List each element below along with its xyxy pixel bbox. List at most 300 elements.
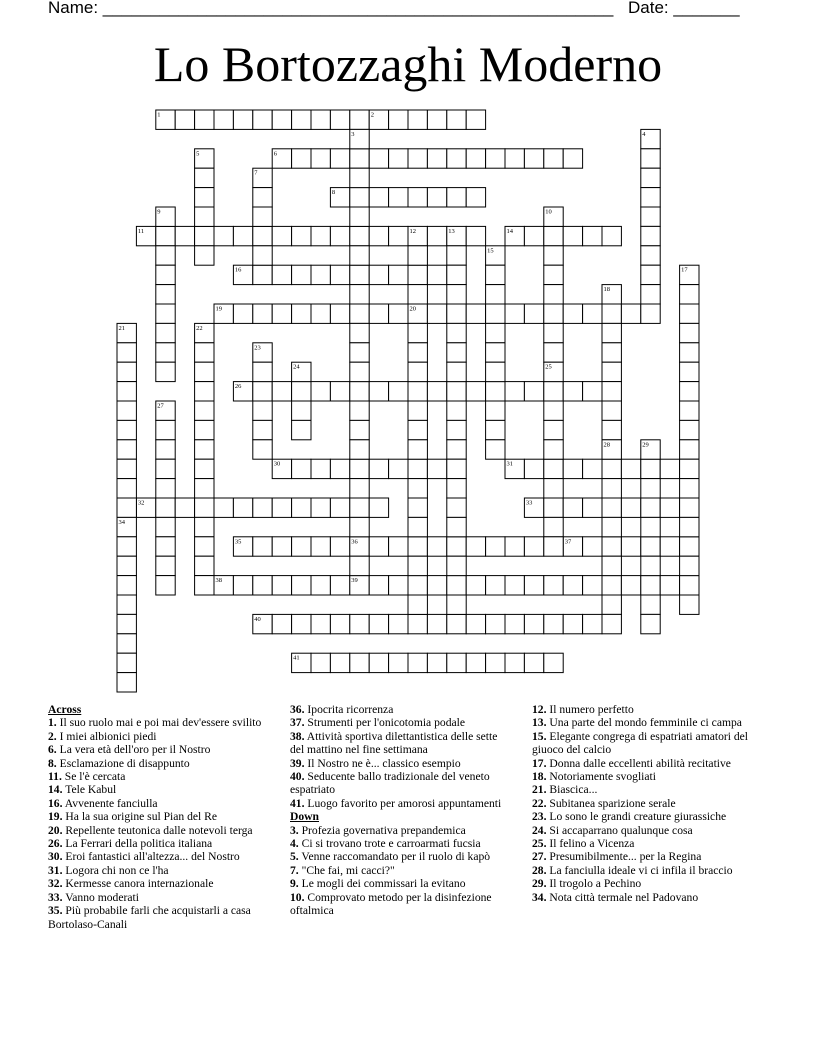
grid-cell[interactable] [408,149,427,168]
grid-cell[interactable] [427,149,446,168]
grid-cell[interactable] [544,614,563,633]
grid-cell[interactable] [427,188,446,207]
grid-cell[interactable] [156,440,175,459]
grid-cell[interactable] [544,323,563,342]
grid-cell[interactable] [641,188,660,207]
grid-cell[interactable] [311,537,330,556]
grid-cell[interactable] [486,362,505,381]
grid-cell[interactable] [427,459,446,478]
grid-cell[interactable] [117,614,136,633]
grid-cell[interactable] [156,517,175,536]
grid-cell[interactable] [447,517,466,536]
grid-cell[interactable] [641,265,660,284]
grid-cell[interactable] [447,304,466,323]
grid-cell[interactable] [544,226,563,245]
grid-cell[interactable] [583,614,602,633]
grid-cell[interactable] [447,537,466,556]
grid-cell[interactable] [330,498,349,517]
grid-cell[interactable] [466,537,485,556]
grid-cell[interactable] [486,149,505,168]
grid-cell[interactable] [369,304,388,323]
grid-cell[interactable] [544,401,563,420]
grid-cell[interactable] [311,265,330,284]
grid-cell[interactable] [524,149,543,168]
grid-cell[interactable] [408,614,427,633]
grid-cell[interactable] [447,382,466,401]
grid-cell[interactable] [195,246,214,265]
grid-cell[interactable] [156,323,175,342]
grid-cell[interactable] [330,614,349,633]
grid-cell[interactable] [117,653,136,672]
grid-cell[interactable] [350,498,369,517]
grid-cell[interactable] [311,110,330,129]
grid-cell[interactable] [583,537,602,556]
grid-cell[interactable] [505,537,524,556]
grid-cell[interactable] [641,207,660,226]
grid-cell[interactable] [602,343,621,362]
grid-cell[interactable] [408,110,427,129]
grid-cell[interactable] [544,304,563,323]
grid-cell[interactable] [214,110,233,129]
grid-cell[interactable] [447,653,466,672]
grid-cell[interactable] [156,498,175,517]
grid-cell[interactable] [156,304,175,323]
grid-cell[interactable] [195,479,214,498]
grid-cell[interactable] [447,479,466,498]
grid-cell[interactable] [583,382,602,401]
grid-cell[interactable] [680,323,699,342]
grid-cell[interactable] [544,459,563,478]
grid-cell[interactable] [330,265,349,284]
grid-cell[interactable] [311,304,330,323]
grid-cell[interactable] [408,265,427,284]
grid-cell[interactable] [641,595,660,614]
grid-cell[interactable] [117,479,136,498]
grid-cell[interactable] [350,401,369,420]
grid-cell[interactable] [680,304,699,323]
grid-cell[interactable] [563,226,582,245]
grid-cell[interactable] [389,110,408,129]
grid-cell[interactable] [214,226,233,245]
grid-cell[interactable] [233,498,252,517]
grid-cell[interactable] [253,265,272,284]
grid-cell[interactable] [641,537,660,556]
grid-cell[interactable] [602,517,621,536]
grid-cell[interactable] [447,420,466,439]
grid-cell[interactable] [427,653,446,672]
grid-cell[interactable] [350,517,369,536]
grid-cell[interactable] [253,110,272,129]
grid-cell[interactable] [680,576,699,595]
grid-cell[interactable] [447,343,466,362]
grid-cell[interactable] [447,285,466,304]
grid-cell[interactable] [350,420,369,439]
grid-cell[interactable] [680,537,699,556]
grid-cell[interactable] [330,226,349,245]
grid-cell[interactable] [311,149,330,168]
grid-cell[interactable] [330,459,349,478]
grid-cell[interactable] [602,459,621,478]
grid-cell[interactable] [408,440,427,459]
grid-cell[interactable] [486,537,505,556]
grid-cell[interactable] [447,614,466,633]
grid-cell[interactable] [156,576,175,595]
grid-cell[interactable] [660,459,679,478]
grid-cell[interactable] [311,226,330,245]
grid-cell[interactable] [544,479,563,498]
grid-cell[interactable] [233,576,252,595]
grid-cell[interactable] [350,246,369,265]
grid-cell[interactable] [486,323,505,342]
grid-cell[interactable] [641,479,660,498]
grid-cell[interactable] [447,265,466,284]
grid-cell[interactable] [408,323,427,342]
grid-cell[interactable] [117,382,136,401]
grid-cell[interactable] [350,226,369,245]
grid-cell[interactable] [369,459,388,478]
grid-cell[interactable] [156,479,175,498]
grid-cell[interactable] [350,207,369,226]
grid-cell[interactable] [524,304,543,323]
grid-cell[interactable] [680,556,699,575]
grid-cell[interactable] [563,304,582,323]
grid-cell[interactable] [408,246,427,265]
grid-cell[interactable] [563,149,582,168]
grid-cell[interactable] [156,246,175,265]
grid-cell[interactable] [350,110,369,129]
grid-cell[interactable] [272,304,291,323]
grid-cell[interactable] [602,537,621,556]
grid-cell[interactable] [466,188,485,207]
grid-cell[interactable] [156,556,175,575]
grid-cell[interactable] [486,576,505,595]
grid-cell[interactable] [427,226,446,245]
grid-cell[interactable] [641,517,660,536]
grid-cell[interactable] [156,362,175,381]
grid-cell[interactable] [408,285,427,304]
grid-cell[interactable] [389,226,408,245]
grid-cell[interactable] [311,576,330,595]
grid-cell[interactable] [369,188,388,207]
grid-cell[interactable] [311,653,330,672]
grid-cell[interactable] [680,595,699,614]
grid-cell[interactable] [447,401,466,420]
grid-cell[interactable] [408,576,427,595]
grid-cell[interactable] [408,420,427,439]
grid-cell[interactable] [505,614,524,633]
grid-cell[interactable] [583,226,602,245]
grid-cell[interactable] [602,595,621,614]
grid-cell[interactable] [292,226,311,245]
grid-cell[interactable] [505,149,524,168]
grid-cell[interactable] [447,188,466,207]
grid-cell[interactable] [117,537,136,556]
grid-cell[interactable] [156,537,175,556]
grid-cell[interactable] [350,168,369,187]
grid-cell[interactable] [602,401,621,420]
grid-cell[interactable] [311,382,330,401]
grid-cell[interactable] [641,498,660,517]
grid-cell[interactable] [447,110,466,129]
grid-cell[interactable] [544,420,563,439]
grid-cell[interactable] [389,265,408,284]
grid-cell[interactable] [427,304,446,323]
grid-cell[interactable] [680,479,699,498]
grid-cell[interactable] [505,304,524,323]
grid-cell[interactable] [544,265,563,284]
grid-cell[interactable] [330,653,349,672]
grid-cell[interactable] [602,382,621,401]
grid-cell[interactable] [641,556,660,575]
grid-cell[interactable] [524,537,543,556]
grid-cell[interactable] [350,614,369,633]
grid-cell[interactable] [350,323,369,342]
grid-cell[interactable] [408,188,427,207]
grid-cell[interactable] [680,285,699,304]
grid-cell[interactable] [350,479,369,498]
grid-cell[interactable] [253,537,272,556]
grid-cell[interactable] [524,226,543,245]
grid-cell[interactable] [195,188,214,207]
grid-cell[interactable] [117,401,136,420]
grid-cell[interactable] [486,343,505,362]
grid-cell[interactable] [602,323,621,342]
grid-cell[interactable] [195,576,214,595]
grid-cell[interactable] [408,517,427,536]
grid-cell[interactable] [680,401,699,420]
grid-cell[interactable] [447,362,466,381]
grid-cell[interactable] [466,149,485,168]
grid-cell[interactable] [389,188,408,207]
grid-cell[interactable] [292,110,311,129]
grid-cell[interactable] [641,226,660,245]
grid-cell[interactable] [156,459,175,478]
grid-cell[interactable] [292,498,311,517]
grid-cell[interactable] [427,614,446,633]
grid-cell[interactable] [583,304,602,323]
grid-cell[interactable] [583,459,602,478]
grid-cell[interactable] [311,498,330,517]
grid-cell[interactable] [272,537,291,556]
grid-cell[interactable] [544,498,563,517]
grid-cell[interactable] [389,459,408,478]
grid-cell[interactable] [408,479,427,498]
grid-cell[interactable] [117,362,136,381]
grid-cell[interactable] [602,420,621,439]
grid-cell[interactable] [195,537,214,556]
grid-cell[interactable] [195,362,214,381]
grid-cell[interactable] [330,537,349,556]
grid-cell[interactable] [524,653,543,672]
grid-cell[interactable] [117,595,136,614]
grid-cell[interactable] [350,304,369,323]
grid-cell[interactable] [408,595,427,614]
grid-cell[interactable] [486,401,505,420]
grid-cell[interactable] [350,285,369,304]
grid-cell[interactable] [330,149,349,168]
grid-cell[interactable] [466,110,485,129]
grid-cell[interactable] [253,401,272,420]
grid-cell[interactable] [292,537,311,556]
grid-cell[interactable] [369,576,388,595]
grid-cell[interactable] [156,343,175,362]
grid-cell[interactable] [350,265,369,284]
grid-cell[interactable] [447,498,466,517]
grid-cell[interactable] [369,653,388,672]
grid-cell[interactable] [311,614,330,633]
grid-cell[interactable] [486,285,505,304]
grid-cell[interactable] [195,401,214,420]
grid-cell[interactable] [272,265,291,284]
grid-cell[interactable] [195,498,214,517]
grid-cell[interactable] [117,556,136,575]
grid-cell[interactable] [583,576,602,595]
grid-cell[interactable] [369,537,388,556]
grid-cell[interactable] [369,149,388,168]
grid-cell[interactable] [389,653,408,672]
grid-cell[interactable] [524,576,543,595]
grid-cell[interactable] [350,440,369,459]
grid-cell[interactable] [544,343,563,362]
grid-cell[interactable] [408,537,427,556]
grid-cell[interactable] [544,653,563,672]
grid-cell[interactable] [641,614,660,633]
date-field[interactable]: Date: _______ [628,0,740,17]
grid-cell[interactable] [602,498,621,517]
grid-cell[interactable] [117,459,136,478]
grid-cell[interactable] [544,517,563,536]
grid-cell[interactable] [427,110,446,129]
grid-cell[interactable] [253,304,272,323]
grid-cell[interactable] [292,265,311,284]
grid-cell[interactable] [621,304,640,323]
grid-cell[interactable] [544,440,563,459]
grid-cell[interactable] [602,614,621,633]
grid-cell[interactable] [602,362,621,381]
grid-cell[interactable] [195,517,214,536]
grid-cell[interactable] [350,382,369,401]
grid-cell[interactable] [253,420,272,439]
grid-cell[interactable] [253,188,272,207]
grid-cell[interactable] [350,556,369,575]
grid-cell[interactable] [602,304,621,323]
grid-cell[interactable] [175,498,194,517]
grid-cell[interactable] [292,420,311,439]
grid-cell[interactable] [233,304,252,323]
grid-cell[interactable] [447,459,466,478]
grid-cell[interactable] [408,343,427,362]
grid-cell[interactable] [680,517,699,536]
grid-cell[interactable] [195,420,214,439]
grid-cell[interactable] [389,382,408,401]
grid-cell[interactable] [641,149,660,168]
grid-cell[interactable] [369,614,388,633]
grid-cell[interactable] [563,459,582,478]
grid-cell[interactable] [621,576,640,595]
grid-cell[interactable] [660,498,679,517]
grid-cell[interactable] [292,614,311,633]
grid-cell[interactable] [195,168,214,187]
grid-cell[interactable] [544,537,563,556]
grid-cell[interactable] [117,673,136,692]
grid-cell[interactable] [427,537,446,556]
grid-cell[interactable] [486,653,505,672]
grid-cell[interactable] [195,207,214,226]
grid-cell[interactable] [253,440,272,459]
grid-cell[interactable] [272,110,291,129]
grid-cell[interactable] [602,226,621,245]
grid-cell[interactable] [641,246,660,265]
grid-cell[interactable] [544,382,563,401]
grid-cell[interactable] [117,440,136,459]
grid-cell[interactable] [641,285,660,304]
grid-cell[interactable] [544,576,563,595]
grid-cell[interactable] [408,362,427,381]
grid-cell[interactable] [156,285,175,304]
grid-cell[interactable] [505,382,524,401]
grid-cell[interactable] [563,498,582,517]
grid-cell[interactable] [408,459,427,478]
grid-cell[interactable] [292,382,311,401]
grid-cell[interactable] [350,362,369,381]
grid-cell[interactable] [680,362,699,381]
grid-cell[interactable] [369,382,388,401]
grid-cell[interactable] [602,556,621,575]
grid-cell[interactable] [447,323,466,342]
grid-cell[interactable] [486,304,505,323]
grid-cell[interactable] [156,420,175,439]
grid-cell[interactable] [466,576,485,595]
grid-cell[interactable] [563,382,582,401]
grid-cell[interactable] [214,498,233,517]
grid-cell[interactable] [292,459,311,478]
grid-cell[interactable] [408,382,427,401]
grid-cell[interactable] [427,265,446,284]
grid-cell[interactable] [447,595,466,614]
grid-cell[interactable] [486,382,505,401]
grid-cell[interactable] [292,149,311,168]
grid-cell[interactable] [505,576,524,595]
grid-cell[interactable] [544,285,563,304]
grid-cell[interactable] [408,556,427,575]
grid-cell[interactable] [195,382,214,401]
grid-cell[interactable] [466,382,485,401]
grid-cell[interactable] [350,149,369,168]
grid-cell[interactable] [117,498,136,517]
grid-cell[interactable] [466,226,485,245]
grid-cell[interactable] [563,614,582,633]
grid-cell[interactable] [195,440,214,459]
grid-cell[interactable] [330,382,349,401]
grid-cell[interactable] [680,343,699,362]
name-field[interactable]: Name: ______________________________________________________ [48,0,614,17]
grid-cell[interactable] [253,576,272,595]
grid-cell[interactable] [175,226,194,245]
grid-cell[interactable] [466,614,485,633]
grid-cell[interactable] [408,498,427,517]
grid-cell[interactable] [195,459,214,478]
grid-cell[interactable] [330,576,349,595]
grid-cell[interactable] [117,634,136,653]
grid-cell[interactable] [195,110,214,129]
grid-cell[interactable] [641,168,660,187]
grid-cell[interactable] [583,498,602,517]
grid-cell[interactable] [389,576,408,595]
grid-cell[interactable] [602,576,621,595]
grid-cell[interactable] [272,382,291,401]
grid-cell[interactable] [641,304,660,323]
grid-cell[interactable] [292,304,311,323]
